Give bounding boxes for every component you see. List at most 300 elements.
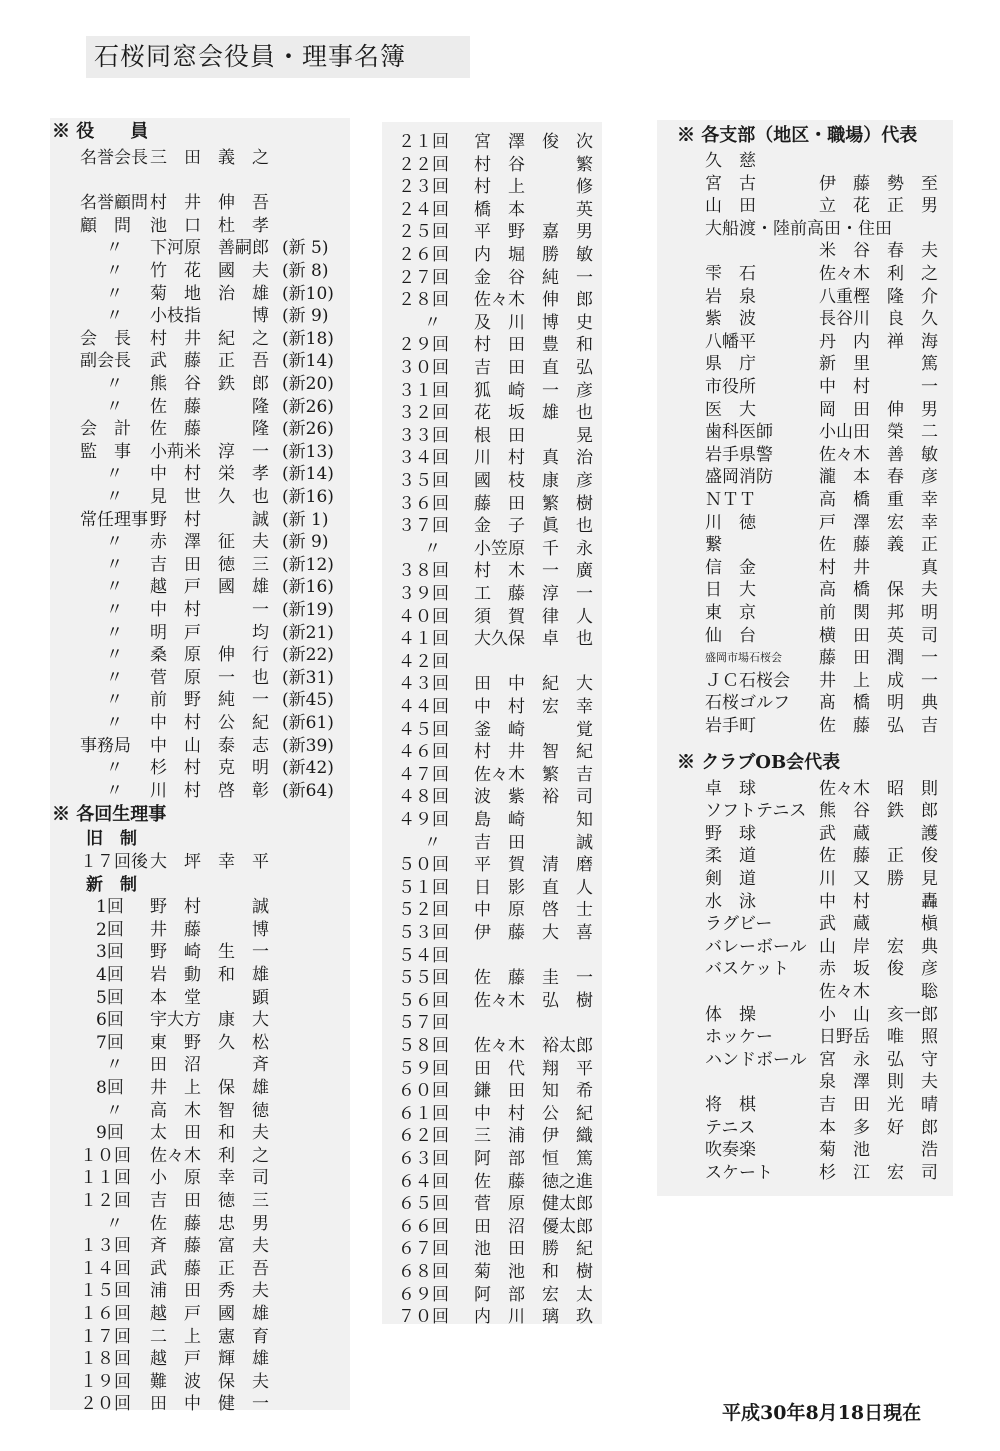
class-row xyxy=(50,1325,350,1349)
class-director-name: 小笠原 千 永 xyxy=(474,538,593,559)
class-row xyxy=(382,1011,602,1035)
branch-row xyxy=(657,149,953,173)
officer-name: 桑 原 伸 行 xyxy=(150,645,269,666)
club-row xyxy=(657,935,953,959)
class-row xyxy=(382,718,602,742)
club-name: ラグビー xyxy=(705,914,773,935)
class-number: ４３回 xyxy=(398,674,449,695)
club-name: ホッケー xyxy=(705,1027,773,1048)
club-name: バレーボール xyxy=(705,936,807,957)
branch-name: 繋 xyxy=(705,535,722,556)
class-director-name: 阿 部 恒 篤 xyxy=(474,1149,593,1169)
club-name: テニス xyxy=(705,1117,756,1138)
branch-name: 東 京 xyxy=(705,603,756,623)
officer-role: 〃 xyxy=(106,396,123,417)
officer-note: (新 8) xyxy=(282,261,329,281)
branch-name: 岩手県警 xyxy=(705,444,773,465)
class-number: ５８回 xyxy=(398,1036,449,1056)
club-name: 将 棋 xyxy=(705,1095,756,1115)
class-number: 〃 xyxy=(106,1213,123,1234)
class-director-name: 平 賀 清 磨 xyxy=(474,855,593,876)
branch-row xyxy=(657,307,953,331)
officer-row xyxy=(50,327,350,351)
class-number: ６８回 xyxy=(398,1262,449,1282)
class-directors-heading xyxy=(50,803,350,827)
branch-row xyxy=(657,533,953,557)
branch-name: 久 慈 xyxy=(705,151,756,171)
class-director-name: 太 田 和 夫 xyxy=(150,1123,269,1144)
officer-name: 竹 花 國 夫 xyxy=(150,261,269,281)
officer-role: 〃 xyxy=(106,713,123,733)
club-representative: 赤 坂 俊 彦 xyxy=(819,959,938,980)
class-director-name: 中 村 公 紀 xyxy=(474,1103,593,1124)
branch-name: ＮＴＴ xyxy=(705,490,756,510)
club-row xyxy=(657,912,953,936)
officer-note: (新26) xyxy=(282,419,334,440)
branch-row xyxy=(657,646,953,670)
branch-representative: 藤 田 潤 一 xyxy=(819,648,938,669)
officer-role: 〃 xyxy=(106,758,123,779)
class-number: １９回 xyxy=(80,1371,131,1392)
class-row xyxy=(50,1234,350,1258)
class-row xyxy=(50,940,350,964)
class-director-name: 野 村 誠 xyxy=(150,897,269,918)
officer-note: (新64) xyxy=(282,780,334,801)
class-director-name: 井 藤 博 xyxy=(150,919,269,940)
officer-row xyxy=(50,282,350,306)
class-row xyxy=(382,130,602,154)
class-number: ２８回 xyxy=(398,290,449,311)
club-row xyxy=(657,777,953,801)
officer-note: (新10) xyxy=(282,283,334,304)
officer-note: (新42) xyxy=(282,758,334,779)
class-number: ４０回 xyxy=(398,606,449,627)
branch-name: 八幡平 xyxy=(705,331,756,352)
club-representative: 泉 澤 則 夫 xyxy=(819,1072,938,1093)
officer-row xyxy=(50,259,350,283)
class-row xyxy=(382,469,602,493)
class-row xyxy=(382,763,602,787)
class-row xyxy=(382,446,602,470)
branch-name: 大船渡・陸前高田・住田 xyxy=(705,218,892,239)
class-row xyxy=(50,963,350,987)
officer-name: 村 井 紀 之 xyxy=(150,328,269,349)
officer-role: 〃 xyxy=(106,600,123,620)
class-director-name: 内 堀 勝 敏 xyxy=(474,245,593,265)
class-number: 〃 xyxy=(106,1100,123,1121)
branch-representative: 戸 澤 宏 幸 xyxy=(819,512,938,533)
officer-note: (新22) xyxy=(282,645,334,666)
branch-row xyxy=(657,239,953,263)
class-director-name: 佐々木 裕太郎 xyxy=(474,1036,593,1056)
class-director-name: 菅 原 健太郎 xyxy=(474,1194,593,1215)
branch-name: 歯科医師 xyxy=(705,422,773,443)
class-director-name: 田 沼 斉 xyxy=(150,1055,269,1076)
class-row xyxy=(382,808,602,832)
class-number: 1回 xyxy=(96,897,124,918)
class-director-name: 村 上 修 xyxy=(474,177,593,198)
class-number: ４６回 xyxy=(398,742,449,763)
branch-representative: 髙 橋 明 典 xyxy=(819,693,938,714)
class-number: ４５回 xyxy=(398,719,449,740)
class-row xyxy=(382,1057,602,1081)
class-number: ５３回 xyxy=(398,923,449,943)
club-name: ソフトテニス xyxy=(705,801,807,822)
branch-representative: 中 村 一 xyxy=(819,377,938,397)
officer-note: (新 9) xyxy=(282,306,329,327)
officers-heading xyxy=(50,120,350,144)
branch-name: 紫 波 xyxy=(705,309,756,330)
class-director-name: 佐々木 弘 樹 xyxy=(474,990,593,1011)
branch-row xyxy=(657,398,953,422)
officer-role: 〃 xyxy=(106,261,123,281)
class-number: ５７回 xyxy=(398,1013,449,1034)
class-director-name: 佐々木 利 之 xyxy=(150,1145,269,1166)
class-number: ４８回 xyxy=(398,787,449,808)
officer-name: 吉 田 徳 三 xyxy=(150,554,269,575)
class-director-name: 東 野 久 松 xyxy=(150,1032,269,1053)
class-number: ２０回 xyxy=(80,1394,131,1415)
class-number: ５０回 xyxy=(398,855,449,876)
branch-row xyxy=(657,556,953,580)
officer-name: 明 戸 均 xyxy=(150,622,269,643)
class-director-name: 佐 藤 徳之進 xyxy=(474,1171,593,1192)
class-number: ５６回 xyxy=(398,990,449,1011)
branch-row xyxy=(657,285,953,309)
class-director-name: 二 上 憲 育 xyxy=(150,1326,269,1347)
branch-representative: 佐々木 利 之 xyxy=(819,264,938,284)
branches-heading xyxy=(657,124,953,148)
club-representative: 佐々木 聡 xyxy=(819,982,938,1002)
branch-row xyxy=(657,352,953,376)
officer-name: 川 村 啓 彰 xyxy=(150,780,269,801)
club-row xyxy=(657,957,953,981)
officer-role: 〃 xyxy=(106,667,123,688)
class-row xyxy=(50,1076,350,1100)
club-representative: 菊 池 浩 xyxy=(819,1140,938,1161)
officer-name: 佐 藤 隆 xyxy=(150,419,269,440)
officer-name: 越 戸 國 雄 xyxy=(150,577,269,598)
class-director-name: 村 木 一 廣 xyxy=(474,561,593,582)
class-row xyxy=(382,1170,602,1194)
class-director-name: 大久保 卓 也 xyxy=(474,629,593,650)
class-director-name: 佐 藤 圭 一 xyxy=(474,968,593,989)
officer-note: (新20) xyxy=(282,374,334,394)
class-row xyxy=(50,1302,350,1326)
class-number: ３６回 xyxy=(398,493,449,514)
officer-note: (新16) xyxy=(282,577,334,598)
class-director-name: 内 川 璃 玖 xyxy=(474,1307,593,1328)
class-row xyxy=(50,1370,350,1394)
class-director-name: 田 中 健 一 xyxy=(150,1394,269,1415)
officer-role: 〃 xyxy=(106,780,123,801)
club-row xyxy=(657,1138,953,1162)
branch-representative: 前 関 邦 明 xyxy=(819,603,938,623)
officer-name: 中 村 公 紀 xyxy=(150,713,269,733)
branch-name: ＪＣ石桜会 xyxy=(705,670,790,691)
branch-name: 石桜ゴルフ xyxy=(705,693,790,714)
class-row xyxy=(50,1257,350,1281)
branch-representative: 佐々木 善 敏 xyxy=(819,444,938,465)
class-number: ３８回 xyxy=(398,561,449,582)
new-system-label xyxy=(50,873,350,897)
class-row xyxy=(382,966,602,990)
officer-row xyxy=(50,779,350,803)
class-row xyxy=(382,153,602,177)
class-row xyxy=(382,672,602,696)
branch-representative: 高 橋 重 幸 xyxy=(819,490,938,510)
class-director-name: 日 影 直 人 xyxy=(474,877,593,898)
officer-name: 菅 原 一 也 xyxy=(150,667,269,688)
class-director-name: 金 谷 純 一 xyxy=(474,267,593,288)
class-director-name: 井 上 保 雄 xyxy=(150,1078,269,1098)
branch-row xyxy=(657,691,953,715)
officer-role: 〃 xyxy=(106,690,123,711)
class-director-name: 大 坪 幸 平 xyxy=(150,852,269,872)
branch-row xyxy=(657,601,953,625)
class-row xyxy=(382,537,602,561)
officer-name: 村 井 伸 吾 xyxy=(150,193,269,214)
officer-note: (新12) xyxy=(282,554,334,575)
officer-row xyxy=(50,417,350,441)
class-director-name: 宇大方 康 大 xyxy=(150,1010,269,1031)
branch-name: 岩手町 xyxy=(705,716,756,736)
officer-row xyxy=(50,508,350,532)
officer-note: (新39) xyxy=(282,735,334,756)
club-name: バスケット xyxy=(705,959,790,980)
branch-representative: 横 田 英 司 xyxy=(819,625,938,646)
class-row xyxy=(382,1237,602,1261)
branch-name: 川 徳 xyxy=(705,512,756,533)
club-representative: 中 村 轟 xyxy=(819,891,938,912)
club-row xyxy=(657,1116,953,1140)
class-number: １２回 xyxy=(80,1191,131,1211)
section-heading: ※ クラブOB会代表 xyxy=(677,751,841,773)
class-row xyxy=(382,401,602,425)
class-director-name: 花 坂 雄 也 xyxy=(474,403,593,424)
branch-row xyxy=(657,194,953,218)
class-director-name: 佐々木 繁 吉 xyxy=(474,764,593,785)
class-director-name: 吉 田 直 弘 xyxy=(474,358,593,378)
officer-role: 〃 xyxy=(106,464,123,485)
class-number: ３２回 xyxy=(398,403,449,424)
officer-name: 中 村 栄 孝 xyxy=(150,464,269,485)
class-number: ３５回 xyxy=(398,471,449,491)
officer-role: 〃 xyxy=(106,622,123,643)
club-name: 水 泳 xyxy=(705,891,756,912)
class-row xyxy=(382,627,602,651)
class-director-name: 難 波 保 夫 xyxy=(150,1371,269,1392)
class-director-name: 阿 部 宏 太 xyxy=(474,1284,593,1305)
class-number: ６０回 xyxy=(398,1081,449,1102)
branch-representative: 岡 田 伸 男 xyxy=(819,399,938,420)
branch-representative: 高 橋 保 夫 xyxy=(819,580,938,601)
branch-row xyxy=(657,669,953,693)
club-name: スケート xyxy=(705,1162,773,1183)
officer-note: (新16) xyxy=(282,487,334,507)
class-row xyxy=(382,1034,602,1058)
class-director-name: 伊 藤 大 喜 xyxy=(474,923,593,943)
officer-note: (新61) xyxy=(282,713,334,733)
officer-name: 武 藤 正 吾 xyxy=(150,351,269,372)
officer-role: 名誉顧問 xyxy=(80,193,148,214)
officer-row xyxy=(50,462,350,486)
class-number: １４回 xyxy=(80,1258,131,1279)
class-row xyxy=(382,1283,602,1307)
branch-row xyxy=(657,375,953,399)
class-director-name: 野 崎 生 一 xyxy=(150,942,269,963)
club-name: 体 操 xyxy=(705,1004,756,1025)
club-row xyxy=(657,822,953,846)
officer-row xyxy=(50,395,350,419)
officer-row xyxy=(50,666,350,690)
branch-name: 市役所 xyxy=(705,377,756,397)
class-row xyxy=(382,1124,602,1148)
class-director-name: 平 野 嘉 男 xyxy=(474,222,593,243)
class-number: 〃 xyxy=(424,312,441,333)
officer-name: 池 口 杜 孝 xyxy=(150,215,269,236)
officer-row xyxy=(50,169,350,193)
class-director-name: 田 代 翔 平 xyxy=(474,1058,593,1079)
class-row xyxy=(50,1008,350,1032)
officer-note: (新31) xyxy=(282,667,334,688)
officer-row xyxy=(50,214,350,238)
branch-representative: 長谷川 良 久 xyxy=(819,309,938,330)
class-number: ６２回 xyxy=(398,1126,449,1147)
branch-representative: 佐 藤 義 正 xyxy=(819,535,938,556)
officer-note: (新 1) xyxy=(282,509,329,530)
club-representative: 杉 江 宏 司 xyxy=(819,1162,938,1183)
class-row xyxy=(382,514,602,538)
officer-note: (新18) xyxy=(282,328,334,349)
officer-name: 野 村 誠 xyxy=(150,509,269,530)
class-row xyxy=(382,220,602,244)
class-row xyxy=(382,198,602,222)
branch-representative: 小山田 榮 二 xyxy=(819,422,938,443)
class-row xyxy=(382,695,602,719)
class-director-name: 波 紫 裕 司 xyxy=(474,787,593,808)
officer-row xyxy=(50,756,350,780)
class-row xyxy=(382,379,602,403)
class-row xyxy=(50,1189,350,1213)
class-director-name: 武 藤 正 吾 xyxy=(150,1258,269,1279)
branch-representative: 新 里 篤 xyxy=(819,354,938,375)
class-director-name: 浦 田 秀 夫 xyxy=(150,1281,269,1302)
class-row xyxy=(382,266,602,290)
class-number: １０回 xyxy=(80,1145,131,1166)
officer-role: 〃 xyxy=(106,306,123,327)
branch-name: 盛岡市場石桜会 xyxy=(705,651,782,665)
class-row xyxy=(382,605,602,629)
class-row xyxy=(382,650,602,674)
class-director-name: 宮 澤 俊 次 xyxy=(474,132,593,152)
branch-row xyxy=(657,465,953,489)
class-director-name: 及 川 博 史 xyxy=(474,312,593,333)
branch-row xyxy=(657,262,953,286)
class-number: ６４回 xyxy=(398,1171,449,1192)
branch-name: 盛岡消防 xyxy=(705,467,773,488)
club-name: ハンドボール xyxy=(705,1049,807,1070)
class-row xyxy=(50,895,350,919)
class-director-name: 本 堂 顕 xyxy=(150,987,269,1008)
class-number: ２６回 xyxy=(398,245,449,265)
class-number: 2回 xyxy=(96,919,124,940)
branch-row xyxy=(657,420,953,444)
class-row xyxy=(50,986,350,1010)
officer-row xyxy=(50,349,350,373)
class-number: １１回 xyxy=(80,1168,131,1189)
class-director-name: 菊 池 和 樹 xyxy=(474,1262,593,1282)
branch-row xyxy=(657,217,953,241)
branch-row xyxy=(657,714,953,738)
class-number: １７回 xyxy=(80,1326,131,1347)
club-name: 剣 道 xyxy=(705,869,756,889)
class-row xyxy=(50,918,350,942)
class-number: 5回 xyxy=(96,987,124,1008)
class-row xyxy=(382,785,602,809)
class-row xyxy=(382,1192,602,1216)
class-number: ５９回 xyxy=(398,1058,449,1079)
class-row xyxy=(382,740,602,764)
class-number: ４２回 xyxy=(398,651,449,672)
class-number: ２３回 xyxy=(398,177,449,198)
club-representative: 本 多 好 郎 xyxy=(819,1117,938,1138)
club-row xyxy=(657,1048,953,1072)
officer-name: 赤 澤 征 夫 xyxy=(150,532,269,553)
class-number: 4回 xyxy=(96,965,124,985)
club-representative: 川 又 勝 見 xyxy=(819,869,938,889)
class-director-name: 池 田 勝 紀 xyxy=(474,1239,593,1260)
officer-role: 〃 xyxy=(106,238,123,259)
clubs-heading xyxy=(657,751,953,775)
page-title: 石桜同窓会役員・理事名簿 xyxy=(86,36,470,78)
club-name: 野 球 xyxy=(705,823,756,844)
club-representative: 熊 谷 鉄 郎 xyxy=(819,801,938,822)
class-directors-column xyxy=(382,122,602,1328)
class-director-name: 狐 崎 一 彦 xyxy=(474,380,593,401)
class-row xyxy=(382,559,602,583)
branch-row xyxy=(657,578,953,602)
branch-representative: 瀧 本 春 彦 xyxy=(819,467,938,488)
section-heading: ※ 各回生理事 xyxy=(52,804,167,826)
class-number: 9回 xyxy=(96,1123,124,1144)
officer-name: 小枝指 博 xyxy=(150,306,269,327)
officer-name: 見 世 久 也 xyxy=(150,487,269,507)
old-system-label xyxy=(50,827,350,851)
officer-name: 熊 谷 鉄 郎 xyxy=(150,374,269,394)
class-number: １３回 xyxy=(80,1236,131,1257)
class-director-name: 佐 藤 忠 男 xyxy=(150,1213,269,1234)
officer-row xyxy=(50,621,350,645)
class-number: １８回 xyxy=(80,1349,131,1370)
club-representative: 日野岳 唯 照 xyxy=(819,1027,938,1048)
class-director-name: 鎌 田 知 希 xyxy=(474,1081,593,1102)
class-director-name: 須 賀 律 人 xyxy=(474,606,593,627)
officer-name: 下河原 善嗣郎 xyxy=(150,238,269,259)
class-row xyxy=(382,1102,602,1126)
class-row xyxy=(382,876,602,900)
club-name: 柔 道 xyxy=(705,846,756,867)
class-row xyxy=(382,831,602,855)
class-row xyxy=(382,288,602,312)
class-row xyxy=(50,1212,350,1236)
class-number: ５４回 xyxy=(398,945,449,966)
branch-representative: 丹 内 禅 海 xyxy=(819,331,938,352)
class-number: 〃 xyxy=(424,538,441,559)
officer-name: 中 村 一 xyxy=(150,600,269,620)
class-number: ２７回 xyxy=(398,267,449,288)
class-row xyxy=(50,1121,350,1145)
